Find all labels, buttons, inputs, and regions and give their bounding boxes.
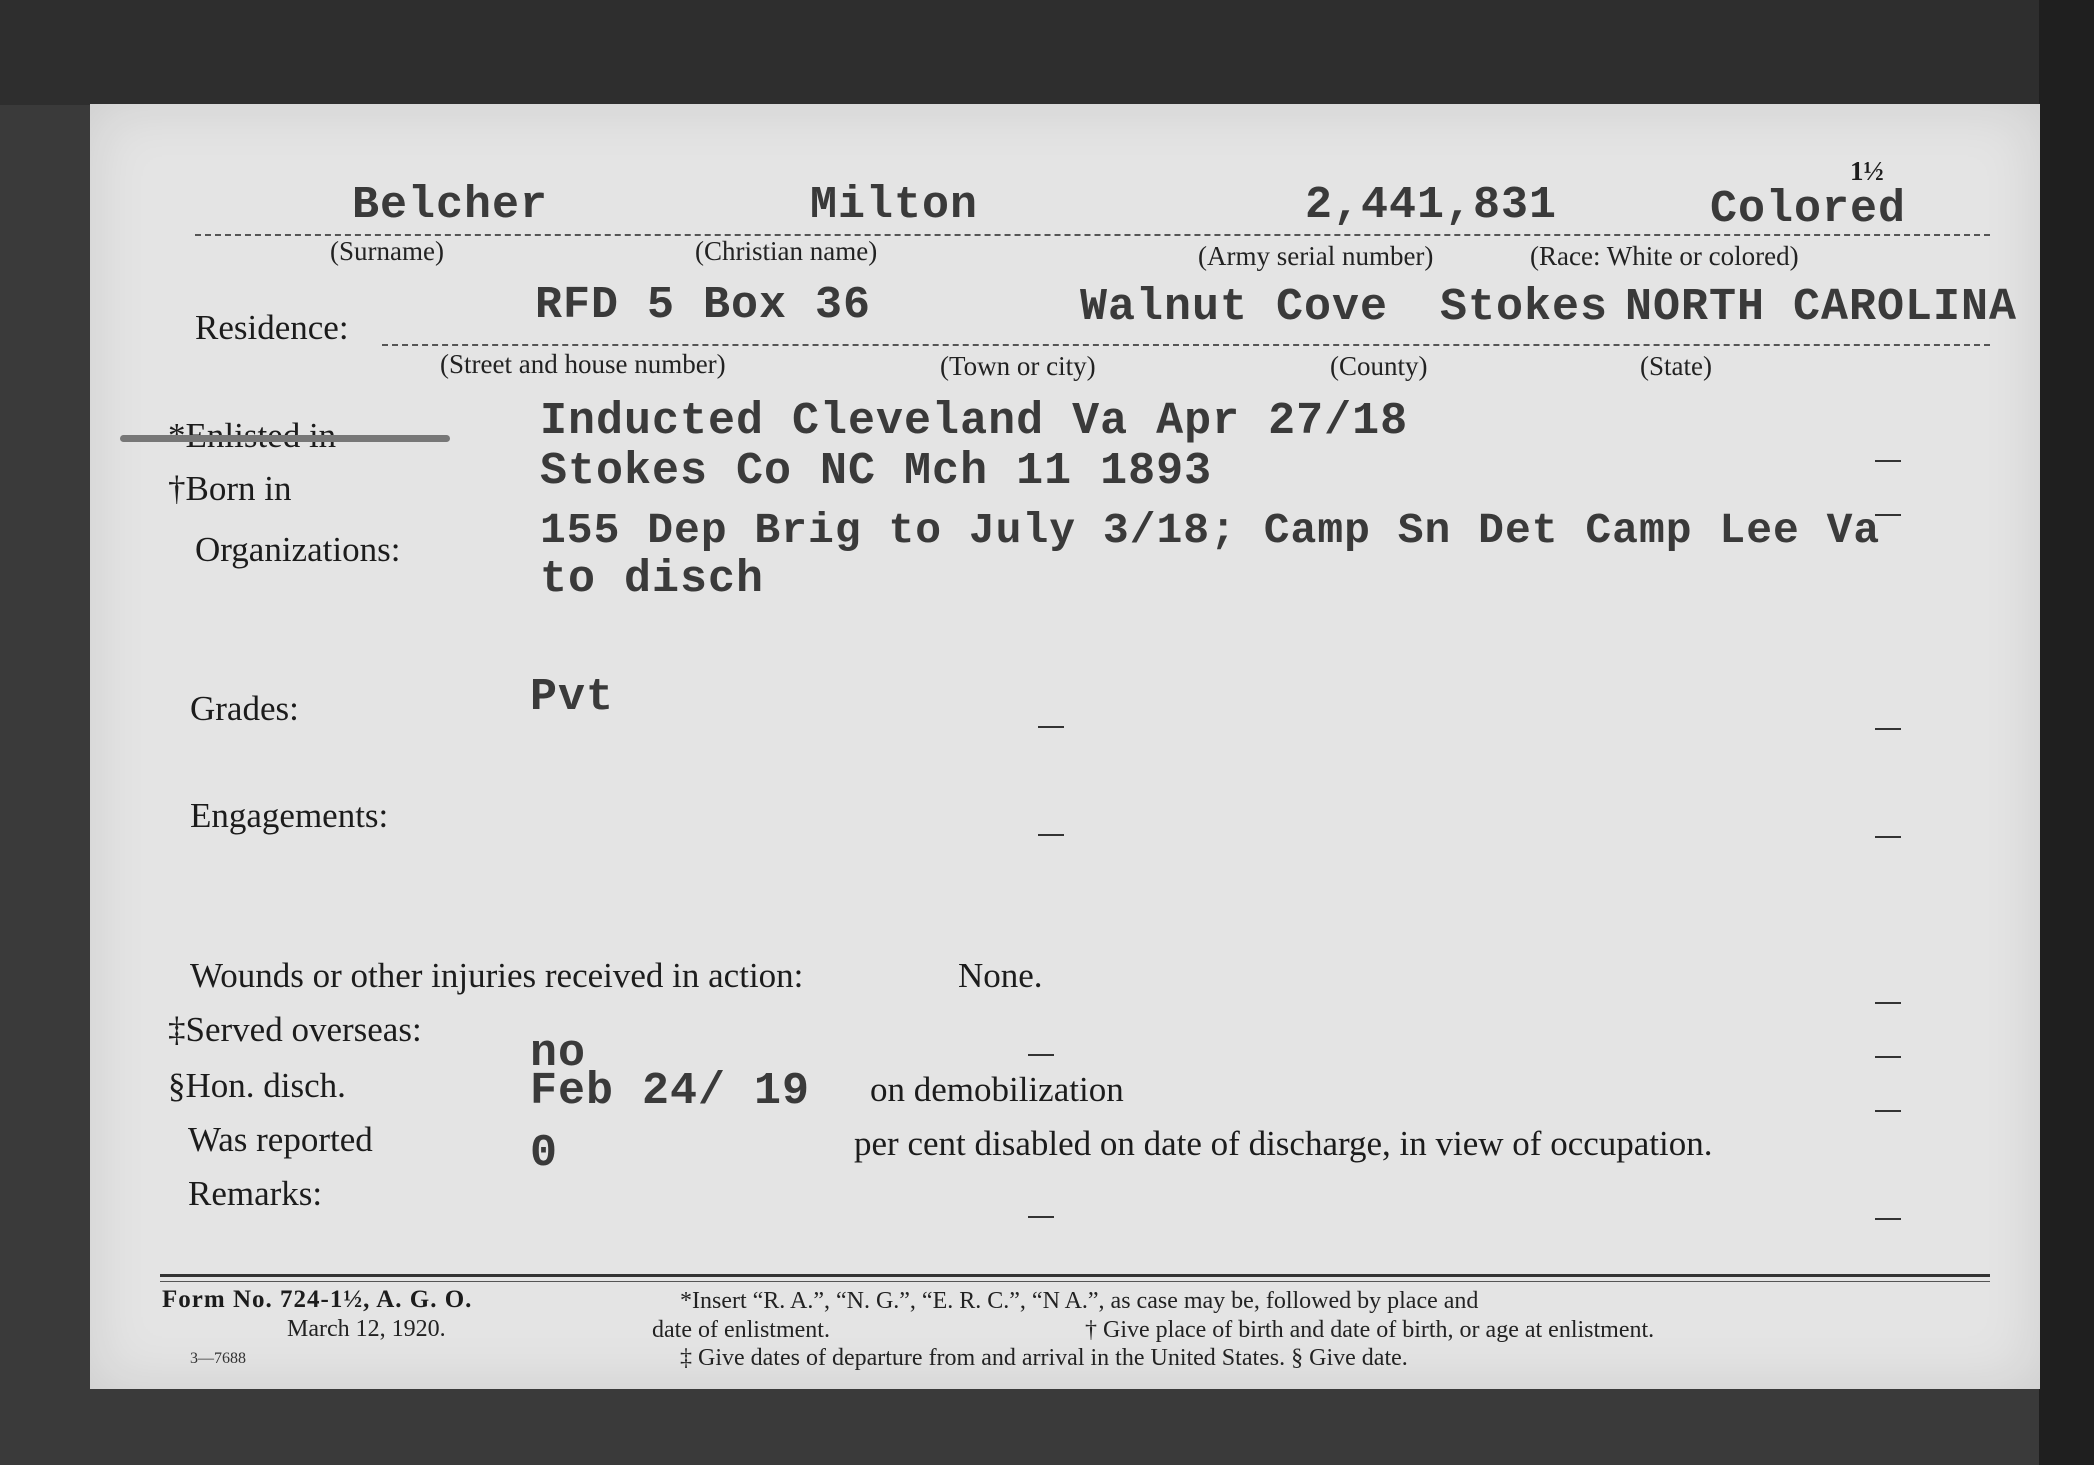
footnote-enlistment: date of enlistment.: [652, 1317, 830, 1343]
top-row-line: [195, 234, 1990, 236]
footnote-birth: † Give place of birth and date of birth, or age at enlistment.: [1085, 1317, 1655, 1343]
print-code: 3—7688: [190, 1350, 246, 1367]
organizations-label: Organizations:: [195, 530, 401, 569]
footer-rule-thick: [160, 1274, 1990, 1277]
residence-line: [382, 344, 1990, 346]
served-overseas-value: no: [530, 1028, 587, 1079]
reported-label: Was reported: [188, 1120, 373, 1159]
residence-label: Residence:: [195, 308, 349, 347]
footnote-overseas: ‡ Give dates of departure from and arrival in the United States. § Give date.: [680, 1345, 1408, 1371]
remarks-label: Remarks:: [188, 1174, 323, 1213]
race-value: Colored: [1710, 184, 1907, 235]
footnote-insert: *Insert “R. A.”, “N. G.”, “E. R. C.”, “N A.”, as case may be, followed by place and: [680, 1288, 1479, 1314]
overseas-tick-right: [1875, 1056, 1901, 1058]
enlisted-strikethrough: [120, 435, 450, 442]
surname-value: Belcher: [352, 180, 549, 231]
grades-tick-right: [1875, 728, 1901, 730]
reported-note: per cent disabled on date of discharge, in view of occupation.: [854, 1124, 1713, 1163]
organizations-line-2: to disch: [540, 554, 765, 605]
residence-town: Walnut Cove: [1080, 282, 1389, 333]
born-value: Stokes Co NC Mch 11 1893: [540, 446, 1213, 497]
enlisted-tick: [1875, 460, 1901, 462]
served-overseas-label: ‡Served overseas:: [168, 1010, 422, 1049]
remarks-tick-right: [1875, 1218, 1901, 1220]
residence-state: NORTH CAROLINA: [1625, 282, 2018, 333]
grades-value: Pvt: [530, 672, 615, 723]
remarks-tick-middle: [1028, 1216, 1054, 1218]
residence-street: RFD 5 Box 36: [535, 280, 872, 331]
race-fraction: 1½: [1850, 156, 1884, 186]
wounds-value: None.: [958, 956, 1043, 995]
footer-rule-thin: [160, 1281, 1990, 1282]
residence-county: Stokes: [1440, 282, 1609, 333]
serial-number-value: 2,441,831: [1305, 180, 1558, 231]
engagements-label: Engagements:: [190, 796, 389, 835]
organizations-line-1: 155 Dep Brig to July 3/18; Camp Sn Det Camp Lee Va: [540, 506, 1881, 555]
state-caption: (State): [1640, 351, 1712, 381]
enlisted-value: Inducted Cleveland Va Apr 27/18: [540, 396, 1409, 447]
county-caption: (County): [1330, 351, 1428, 381]
grades-label: Grades:: [190, 689, 299, 728]
hon-disch-note: on demobilization: [870, 1070, 1124, 1109]
race-caption: (Race: White or colored): [1530, 241, 1799, 271]
wounds-label: Wounds or other injuries received in action:: [190, 956, 804, 995]
reported-value: 0: [530, 1128, 559, 1179]
service-record-card: [90, 104, 2040, 1389]
wounds-tick: [1875, 1002, 1901, 1004]
hon-disch-tick: [1875, 1110, 1901, 1112]
christian-name-caption: (Christian name): [695, 236, 878, 266]
town-caption: (Town or city): [940, 351, 1096, 381]
hon-disch-label: §Hon. disch.: [168, 1066, 346, 1105]
christian-name-value: Milton: [810, 180, 979, 231]
grades-tick-middle: [1038, 726, 1064, 728]
overseas-tick-middle: [1028, 1054, 1054, 1056]
engagements-tick-right: [1875, 836, 1901, 838]
engagements-tick-middle: [1038, 834, 1064, 836]
form-number: Form No. 724-1½, A. G. O.: [162, 1286, 473, 1313]
scan-background-top: [0, 0, 2094, 105]
hon-disch-value: Feb 24/ 19: [530, 1066, 811, 1117]
form-date: March 12, 1920.: [287, 1316, 446, 1342]
street-caption: (Street and house number): [440, 349, 726, 379]
serial-number-caption: (Army serial number): [1198, 241, 1434, 271]
surname-caption: (Surname): [330, 236, 444, 266]
born-label: †Born in: [168, 469, 292, 508]
scan-background-right: [2039, 0, 2094, 1465]
